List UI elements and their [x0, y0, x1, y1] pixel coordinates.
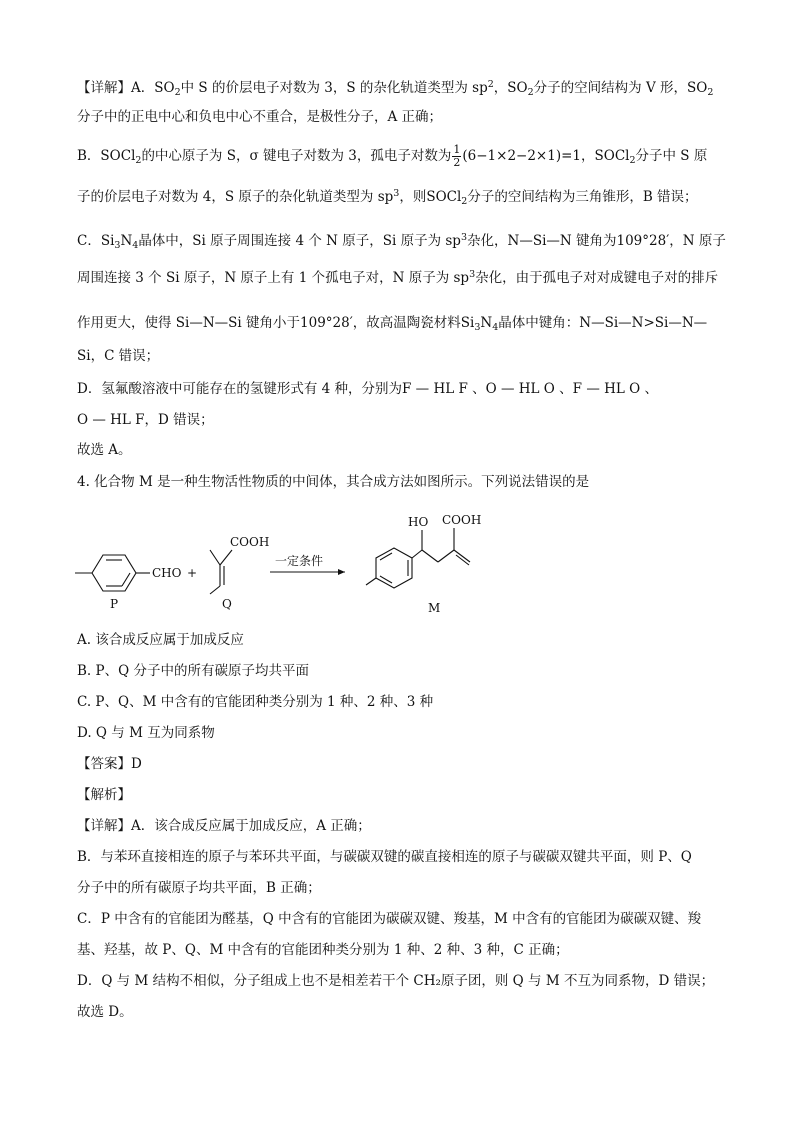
text: 分子的空间结构为 V 形，SO	[533, 80, 708, 96]
explanation-c-line1: C．P 中含有的官能团为醛基，Q 中含有的官能团为碳碳双键、羧基，M 中含有的官能团为碳碳双键、羧	[77, 911, 702, 927]
ring-double-bond	[380, 576, 392, 583]
option-d: D. Q 与 M 互为同系物	[77, 725, 215, 741]
explanation-b-line2: 分子中的所有碳原子均共平面，B 正确；	[77, 880, 321, 896]
text: 周围连接 3 个 Si 原子，N 原子上有 1 个孤电子对，N 原子为 sp	[77, 270, 470, 286]
s3-conclusion: 故选 A。	[77, 442, 132, 458]
subscript: 4	[132, 240, 139, 251]
label-q: Q	[222, 597, 232, 611]
carboxyl-bond	[220, 550, 232, 565]
c-bond	[438, 550, 454, 562]
superscript: 2	[487, 79, 494, 90]
fraction	[452, 144, 461, 169]
explanation-c-line2: 基、羟基，故 P、Q、M 中含有的官能团种类分别为 1 种、2 种、3 种，C 正确；	[77, 942, 569, 958]
s3-a-line1	[77, 75, 713, 103]
text: ，则SOCl	[399, 189, 462, 205]
molecule-p	[75, 555, 150, 591]
text: (6−1×2−2×1)=1，SOCl	[462, 148, 630, 164]
subscript: 2	[174, 87, 181, 98]
text: 子的价层电子对数为 4，S 原子的杂化轨道类型为 sp	[77, 189, 394, 205]
explanation-a: 【详解】A．该合成反应属于加成反应，A 正确；	[77, 818, 371, 834]
option-c: C. P、Q、M 中含有的官能团种类分别为 1 种、2 种、3 种	[77, 694, 434, 710]
molecule-q	[210, 550, 232, 594]
methyl-bond	[210, 550, 220, 565]
subscript: 2	[707, 87, 714, 98]
s3-c-line3	[77, 313, 707, 338]
fraction-numerator: 1	[453, 143, 461, 156]
text: 杂化，N—Si—N 键角为109°28′，N 原子	[467, 233, 726, 249]
subscript: 2	[629, 155, 636, 166]
s3-b-line2	[77, 184, 698, 212]
subscript: 2	[527, 87, 534, 98]
subscript: 2	[461, 196, 468, 207]
cooh-label-q: COOH	[230, 535, 270, 549]
superscript: 3	[393, 188, 400, 199]
subscript: 3	[114, 240, 121, 251]
explanation-conclusion: 故选 D。	[77, 1004, 133, 1020]
explanation-d-line1: D．Q 与 M 结构不相似，分子组成上也不是相差若干个 CH₂原子团，则 Q 与 M 不互为同系物，D 错误；	[77, 973, 715, 989]
detail-tag: 【详解】A．	[77, 80, 155, 96]
option-a: A. 该合成反应属于加成反应	[77, 632, 244, 648]
answer-label: 【答案】D	[77, 756, 142, 772]
fraction-denominator: 2	[453, 156, 461, 169]
text: 作用更大，使得 Si—N—Si 键角小于109°28′，故高温陶瓷材料Si	[77, 315, 475, 331]
text: 的中心原子为 S，σ 键电子对数为 3，孤电子对数为	[141, 148, 452, 164]
text: 分子的空间结构为三角锥形，B 错误；	[467, 189, 698, 205]
reaction-arrow-icon	[270, 569, 345, 575]
methyl-bond	[366, 578, 376, 585]
text: 杂化，由于孤电子对对成键电子对的排斥	[475, 270, 719, 286]
ch2-bond	[422, 550, 438, 562]
q4-stem: 4. 化合物 M 是一种生物活性物质的中间体，其合成方法如图所示。下列说法错误的是	[77, 474, 590, 490]
arrow-condition: 一定条件	[275, 554, 324, 568]
ring-double-bond	[380, 553, 392, 560]
formula: SO	[154, 80, 175, 96]
s3-b-line1	[77, 144, 707, 171]
oh-label: HO	[408, 515, 429, 529]
option-b: B. P、Q 分子中的所有碳原子均共平面	[77, 663, 309, 679]
text: 分子中 S 原	[635, 148, 708, 164]
ch-bond	[412, 550, 422, 558]
s3-c-line1	[77, 228, 726, 256]
subscript: 3	[474, 322, 481, 333]
text: 晶体中键角：N—Si—N>Si—N—	[498, 315, 708, 331]
label-m: M	[428, 601, 441, 615]
plus-sign: +	[187, 566, 198, 580]
superscript: 3	[469, 269, 476, 280]
label-p: P	[110, 597, 119, 611]
molecule-m	[366, 528, 470, 588]
s3-a-line2: 分子中的正电中心和负电中心不重合，是极性分子，A 正确；	[77, 109, 443, 125]
text: N	[480, 315, 493, 331]
cooh-label-m: COOH	[442, 513, 482, 527]
text: ，SO	[493, 80, 528, 96]
benzene-ring	[376, 548, 412, 588]
s3-d-line1: D．氢氟酸溶液中可能存在的氢键形式有 4 种，分别为F — HL F 、O — HL O 、F — HL O 、	[77, 381, 659, 397]
text: B．SOCl	[77, 148, 136, 164]
s3-c-line4: Si，C 错误；	[77, 348, 160, 364]
explanation-b-line1: B．与苯环直接相连的原子与苯环共平面，与碳碳双键的碳直接相连的原子与碳碳双键共平面，则 P、Q	[77, 849, 692, 865]
text: 晶体中，Si 原子周围连接 4 个 N 原子，Si 原子为 sp	[138, 233, 461, 249]
vinyl-bond	[210, 586, 220, 594]
s3-c-line2	[77, 265, 718, 288]
cho-label: CHO	[152, 566, 182, 580]
s3-d-line2: O — HL F，D 错误；	[77, 412, 214, 428]
text: N	[120, 233, 133, 249]
text: 中 S 的价层电子对数为 3，S 的杂化轨道类型为 sp	[180, 80, 488, 96]
subscript: 2	[135, 155, 142, 166]
reaction-scheme	[70, 510, 550, 620]
analysis-label: 【解析】	[77, 787, 131, 803]
text: C．Si	[77, 233, 115, 249]
superscript: 3	[460, 232, 468, 243]
subscript: 4	[492, 322, 499, 333]
